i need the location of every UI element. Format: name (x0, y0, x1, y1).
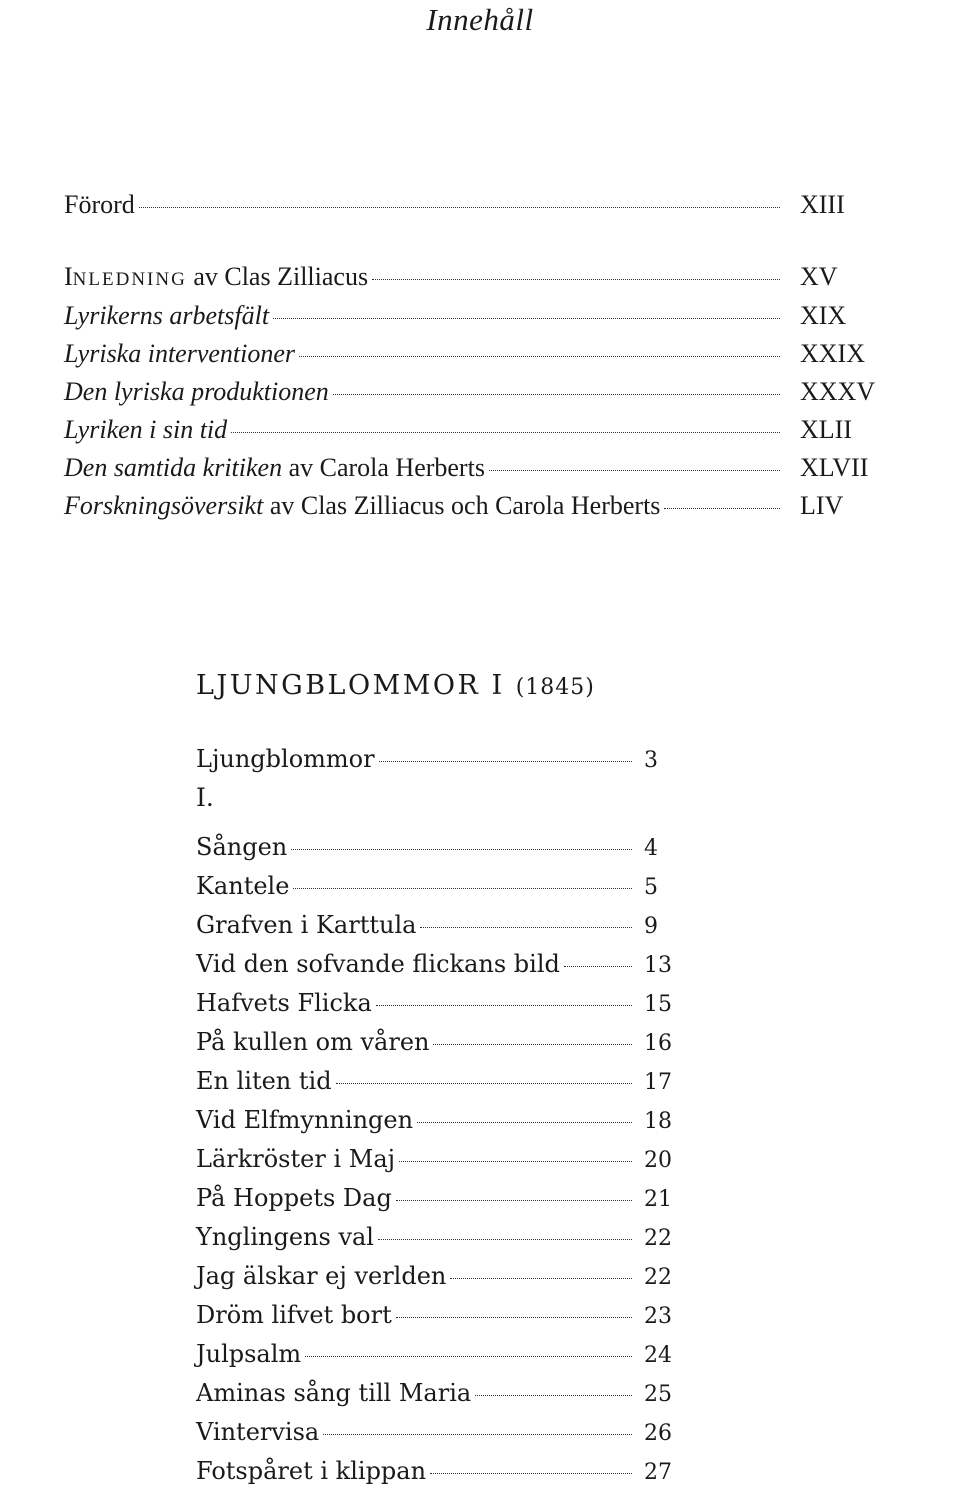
poem-title: Julpsalm (196, 1340, 302, 1368)
dot-leader (333, 394, 780, 395)
poem-title: Kantele (196, 872, 290, 900)
toc-entry-inledning[interactable] (64, 262, 880, 292)
poem-page-number: 17 (644, 1070, 672, 1095)
page-title: Innehåll (426, 2, 534, 37)
poem-title: Dröm lifvet bort (196, 1301, 392, 1329)
toc-page-number: LIV (800, 491, 844, 520)
toc-page-number: XXXV (800, 377, 876, 406)
dot-leader (396, 1317, 632, 1318)
dot-leader (378, 1239, 632, 1240)
poem-title: På kullen om våren (196, 1028, 430, 1056)
poem-entry[interactable] (196, 1145, 674, 1173)
poem-entry[interactable] (196, 989, 674, 1017)
poem-entry[interactable] (196, 872, 674, 900)
dot-leader (336, 1083, 632, 1084)
toc-page-number: XIII (800, 190, 845, 219)
dot-leader (299, 356, 780, 357)
poem-entry[interactable] (196, 833, 674, 861)
poem-page-number: 3 (644, 748, 658, 773)
toc-entry-lyriken-i-sin-tid[interactable] (64, 415, 880, 445)
poem-page-number: 26 (644, 1421, 672, 1446)
toc-page-number: XV (800, 262, 838, 291)
dot-leader (430, 1473, 632, 1474)
dot-leader (305, 1356, 632, 1357)
section-heading-year: (1845) (515, 675, 595, 700)
poem-title: Ljungblommor (196, 745, 375, 773)
poem-page-number: 25 (644, 1382, 672, 1407)
poem-entry[interactable] (196, 1067, 674, 1095)
poem-title: Sången (196, 833, 288, 861)
poem-page-number: 9 (644, 914, 658, 939)
poem-entry[interactable] (196, 1028, 674, 1056)
toc-entry-den-lyriska-produktionen[interactable] (64, 377, 880, 407)
poem-page-number: 21 (644, 1187, 672, 1212)
poem-page-number: 24 (644, 1343, 672, 1368)
poem-entry[interactable] (196, 1340, 674, 1368)
poem-entry[interactable] (196, 1301, 674, 1329)
poem-entry[interactable] (196, 1106, 674, 1134)
dot-leader (433, 1044, 632, 1045)
poem-page-number: 27 (644, 1460, 672, 1485)
poem-title: Vintervisa (196, 1418, 320, 1446)
dot-leader (420, 927, 632, 928)
toc-page-number: XIX (800, 301, 847, 330)
poem-page-number: 18 (644, 1109, 672, 1134)
part-label: I. (196, 783, 214, 812)
poem-entry[interactable] (196, 1223, 674, 1251)
toc-entry-lyriska-interventioner[interactable] (64, 339, 880, 369)
poem-page-number: 5 (644, 875, 658, 900)
poem-page-number: 22 (644, 1226, 672, 1251)
poem-page-number: 13 (644, 953, 672, 978)
dot-leader (379, 761, 632, 762)
poem-title: Ynglingens val (196, 1223, 374, 1251)
dot-leader (273, 318, 780, 319)
poem-title: Grafven i Karttula (196, 911, 417, 939)
dot-leader (372, 279, 780, 280)
toc-entry-title: Den samtida kritiken av Carola Herberts (64, 453, 485, 482)
toc-entry-lyrikerns-arbetsfalt[interactable] (64, 301, 880, 331)
dot-leader (323, 1434, 632, 1435)
poem-page-number: 16 (644, 1031, 672, 1056)
poem-entry[interactable] (196, 1184, 674, 1212)
section-heading-title: LJUNGBLOMMOR I (196, 670, 516, 701)
toc-entry-title: Förord (64, 190, 135, 219)
toc-page-number: XLVII (800, 453, 869, 482)
dot-leader (564, 966, 632, 967)
toc-entry-title: INLEDNING av Clas Zilliacus (64, 262, 369, 291)
toc-entry-forskningsoversikt[interactable] (64, 491, 880, 521)
poem-entry[interactable] (196, 1457, 674, 1485)
toc-entry-den-samtida-kritiken[interactable] (64, 453, 880, 483)
dot-leader (489, 470, 780, 471)
dot-leader (664, 508, 780, 509)
poem-entry[interactable] (196, 911, 674, 939)
poem-title: Jag älskar ej verlden (196, 1262, 447, 1290)
dot-leader (417, 1122, 632, 1123)
poem-title: Hafvets Flicka (196, 989, 372, 1017)
poem-title: Fotspåret i klippan (196, 1457, 427, 1485)
toc-entry-title: Lyriska interventioner (64, 339, 296, 368)
poem-page-number: 22 (644, 1265, 672, 1290)
poem-page-number: 20 (644, 1148, 672, 1173)
poem-title: På Hoppets Dag (196, 1184, 392, 1212)
poem-page-number: 4 (644, 836, 658, 861)
toc-page-number: XLII (800, 415, 852, 444)
toc-page-number: XXIX (800, 339, 865, 368)
poem-title: Vid Elfmynningen (196, 1106, 414, 1134)
poem-page-number: 15 (644, 992, 672, 1017)
dot-leader (475, 1395, 632, 1396)
dot-leader (450, 1278, 632, 1279)
section-heading (196, 670, 595, 701)
toc-entry-title: Forskningsöversikt av Clas Zilliacus och Carola Herberts (64, 491, 661, 520)
dot-leader (399, 1161, 632, 1162)
poem-title: Vid den sofvande flickans bild (196, 950, 560, 978)
poem-page-number: 23 (644, 1304, 672, 1329)
dot-leader (139, 207, 780, 208)
dot-leader (291, 849, 632, 850)
poem-title: Lärkröster i Maj (196, 1145, 396, 1173)
toc-entry-title: Lyrikerns arbetsfält (64, 301, 270, 330)
dot-leader (231, 432, 780, 433)
toc-entry-title: Den lyriska produktionen (64, 377, 329, 406)
poem-entry[interactable] (196, 1418, 674, 1446)
poem-entry[interactable] (196, 1262, 674, 1290)
poem-entry[interactable] (196, 950, 674, 978)
poem-title: Aminas sång till Maria (196, 1379, 472, 1407)
toc-entry-forord[interactable] (64, 190, 880, 220)
dot-leader (376, 1005, 632, 1006)
toc-entry-title: Lyriken i sin tid (64, 415, 228, 444)
poem-title: En liten tid (196, 1067, 332, 1095)
poem-entry[interactable] (196, 745, 674, 773)
dot-leader (396, 1200, 632, 1201)
dot-leader (293, 888, 632, 889)
poem-entry[interactable] (196, 1379, 674, 1407)
